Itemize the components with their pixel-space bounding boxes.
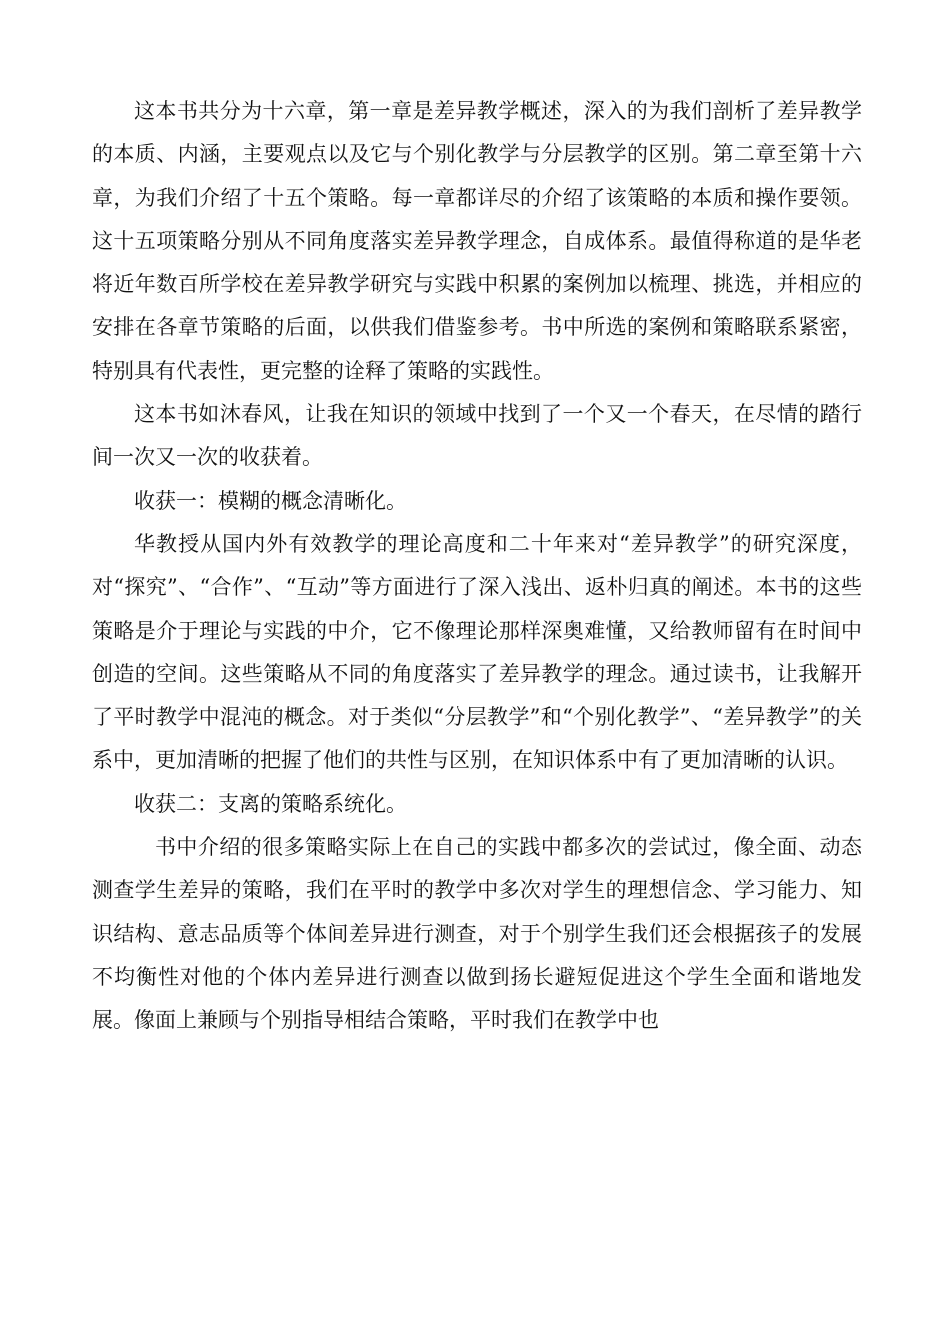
heading-harvest-one: 收获一：模糊的概念清晰化。 bbox=[134, 488, 407, 513]
paragraph-harvest-two-body: 书中介绍的很多策略实际上在自己的实践中都多次的尝试过，像全面、动态测查学生差异的策略，我们在平时的教学中多次对学生的理想信念、学习能力、知识结构、意志品质等个体间差异进行测查，对于个别学生我们还会根据孩子的发展不均衡性对他的个体内差异进行测查以做到扬长避短促进这个学生全面和谐地发展。像面上兼顾与个别指导相结合策略，平时我们在教学中也 bbox=[92, 835, 862, 1033]
document-body bbox=[92, 90, 862, 1043]
paragraph-spring-breeze: 这本书如沐春风，让我在知识的领域中找到了一个又一个春天，在尽情的踏行间一次又一次的收获着。 bbox=[92, 402, 862, 470]
heading-harvest-two: 收获二：支离的策略系统化。 bbox=[134, 791, 407, 816]
paragraph-book-overview: 这本书共分为十六章，第一章是差异教学概述，深入的为我们剖析了差异教学的本质、内涵，主要观点以及它与个别化教学与分层教学的区别。第二章至第十六章，为我们介绍了十五个策略。每一章都详尽的介绍了该策略的本质和操作要领。这十五项策略分别从不同角度落实差异教学理念，自成体系。最值得称道的是华老将近年数百所学校在差异教学研究与实践中积累的案例加以梳理、挑选，并相应的安排在各章节策略的后面，以供我们借鉴参考。书中所选的案例和策略联系紧密，特别具有代表性，更完整的诠释了策略的实践性。 bbox=[92, 99, 862, 383]
paragraph-harvest-one-body: 华教授从国内外有效教学的理论高度和二十年来对“差异教学”的研究深度，对“探究”、“合作”、“互动”等方面进行了深入浅出、返朴归真的阐述。本书的这些策略是介于理论与实践的中介，它不像理论那样深奥难懂，又给教师留有在时间中创造的空间。这些策略从不同的角度落实了差异教学的理念。通过读书，让我解开了平时教学中混沌的概念。对于类似“分层教学”和“个别化教学”、“差异教学”的关系中，更加清晰的把握了他们的共性与区别，在知识体系中有了更加清晰的认识。 bbox=[92, 531, 862, 773]
